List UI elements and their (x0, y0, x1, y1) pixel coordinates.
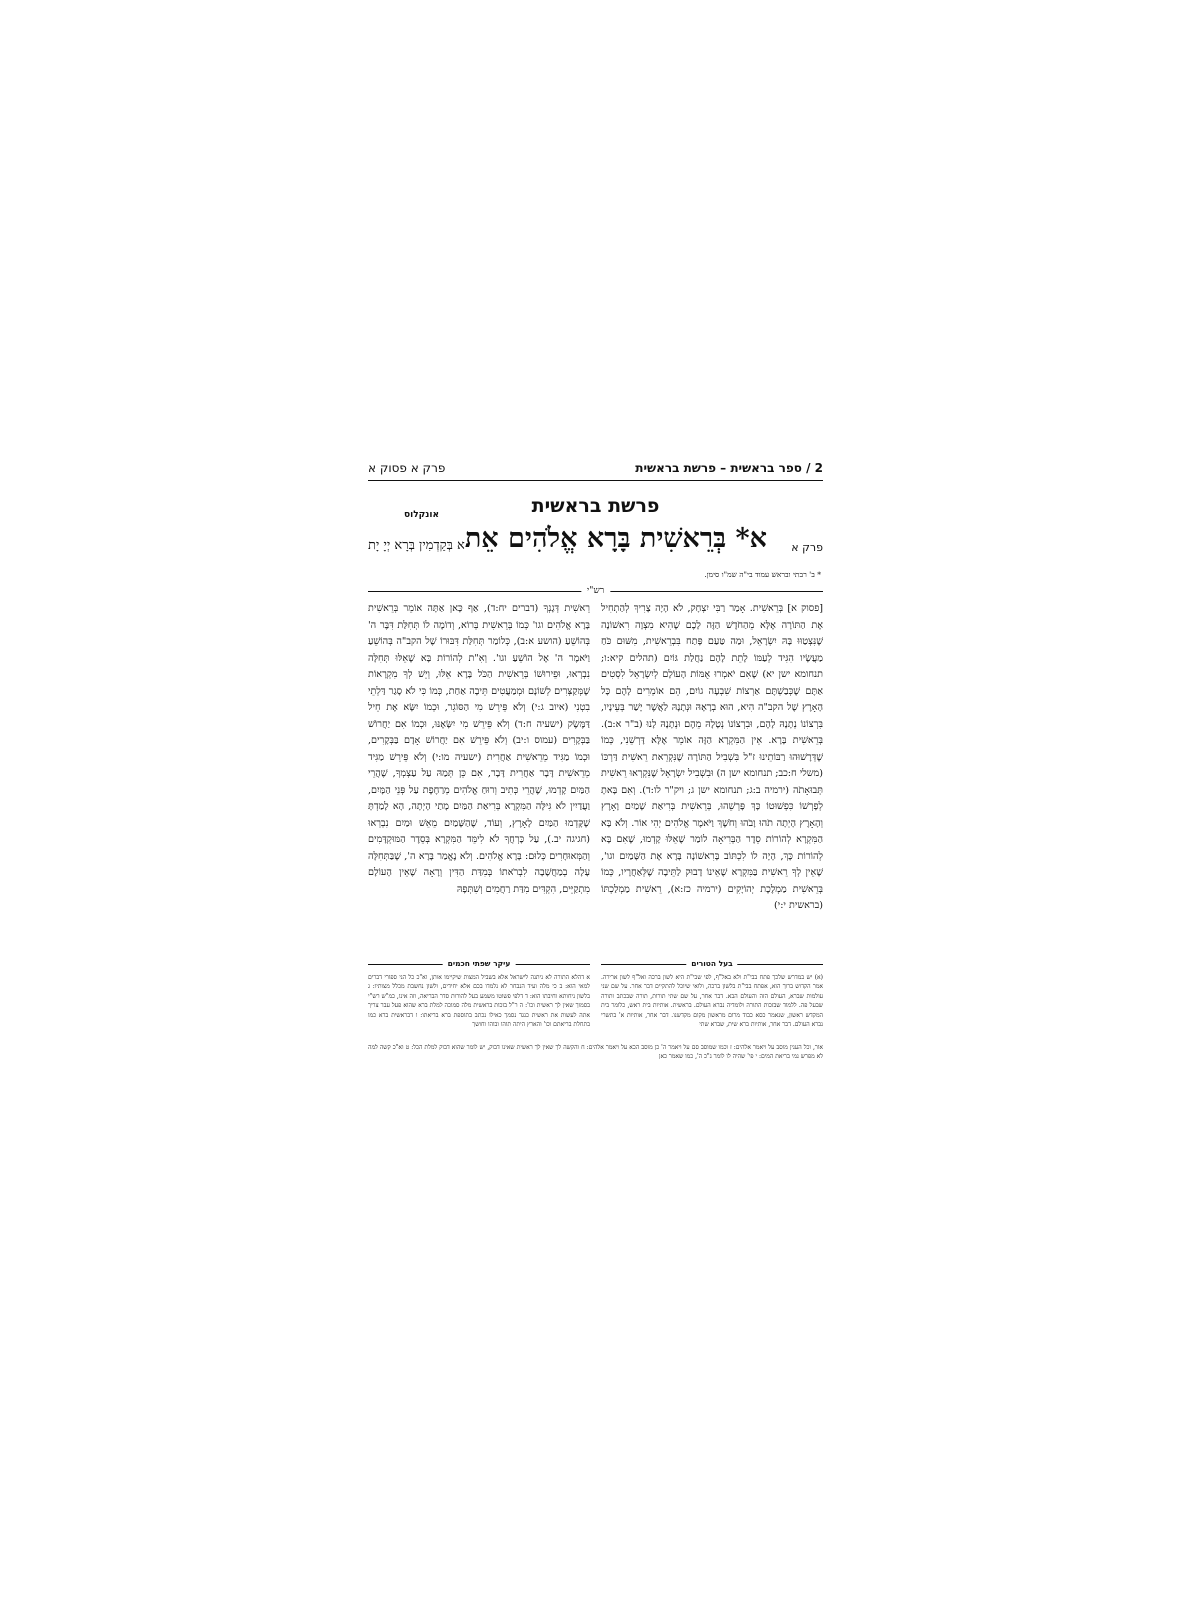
baal-haturim-label: בעל הטורים (686, 959, 737, 968)
footer-commentary-continuation: אור, וכל הענין מוסב על ויאמר אלהים: ז וכמו שמוסב סם על ויאמר ה' כן מוסב הכא על ויאמר אלהים: ח והקשה לך שאין לך ראשית שאינו דבוק, יש לומר שהוא דבוק למלת הכל: ט וא"כ קשה למה לא מפרש נמי בריאת המים: י פי' שהיה לו לומר ג"כ ה', כמו שאמר כאן (368, 1044, 823, 1061)
verse-row (368, 523, 823, 567)
parsha-title: פרשת בראשית (531, 495, 660, 517)
baal-haturim-text: (א) יש במדרש שלכך פתח בבי"ת ולא באל"ף, לפי שבי"ת היא לשון ברכה ואל"ף לשון ארירה. אמר הקדוש ברוך הוא, אפתח בבי"ת בלשון ברכה, ולואי שיוכל להתקיים דבר אחר. על שם שני עולמות שברא, העולם הזה והעולם הבא. דבר אחר, על שם שתי תורות, תורה שבכתב ותורה שבעל פה. ללמוד שבזכות התורה ולומדיה נברא העולם. בראשית. אותיות בית ראש, כלומר בית המקדש ראשון, שנאמר כסא כבוד מרום מראשון מקום מקדשנו. דבר אחר, אותיות א' בתשרי נברא העולם. דבר אחר, אותיות ברא שית, שברא שתי (601, 974, 823, 1029)
baal-haturim-header (601, 959, 823, 970)
rashi-commentary (368, 601, 823, 953)
rashi-column-left: רֵאשִׁית דְּגָנְךָ (דברים יח:ד), אַף כָּאן אַתָּה אוֹמֵר בְּרֵאשִׁית בָּרָא אֱלֹהִים וגו' כְּמוֹ בְּרֵאשִׁית בְּרוֹא, וְדוֹמֶה לוֹ תְּחִלַּת דִּבֶּר ה' בְּהוֹשֵׁעַ (הושע א:ב), כְּלוֹמַר תְּחִלַּת דִּבּוּרוֹ שֶׁל הקב"ה בְּהוֹשֵׁעַ וַיֹּאמֶר ה' אֶל הוֹשֵׁעַ וגו'. וְאִ"ת לְהוֹרוֹת בָּא שֶׁאֵלּוּ תְּחִלָּה נִבְרְאוּ, וּפֵירוּשׁוֹ בְּרֵאשִׁית הַכֹּל בָּרָא אֵלּוּ, וְיֵשׁ לְךָ מִקְרָאוֹת שֶׁמְּקַצְּרִים לְשׁוֹנָם וּמְמַעֲטִים תֵּיבָה אַחַת, כְּמוֹ כִּי לֹא סָגַר דַּלְתֵי בִטְנִי (איוב ג:י) וְלֹא פֵּירֵשׁ מִי הַסּוֹגֵר, וּכְמוֹ יִשָּׂא אֶת חֵיל דַּמֶּשֶׂק (ישעיה ח:ד) וְלֹא פֵּירֵשׁ מִי יִשָּׂאֶנּוּ, וּכְמוֹ אִם יַחֲרוֹשׁ בַּבְּקָרִים (עמוס ו:יב) וְלֹא פֵּירֵשׁ אִם יַחֲרוֹשׁ אָדָם בַּבְּקָרִים, וּכְמוֹ מַגִּיד מֵרֵאשִׁית אַחֲרִית (ישעיה מו:י) וְלֹא פֵּירֵשׁ מַגִּיד מֵרֵאשִׁית דָּבָר אַחֲרִית דָּבָר, אִם כֵּן תְּמַהּ עַל עַצְמְךָ, שֶׁהֲרֵי הַמַּיִם קָדְמוּ, שֶׁהֲרֵי כְּתִיב וְרוּחַ אֱלֹהִים מְרַחֶפֶת עַל פְּנֵי הַמָּיִם, וַעֲדַיִין לֹא גִּילָּה הַמִּקְרָא בְּרִיאַת הַמַּיִם מָתַי הָיְתָה, הָא לָמַדְתָּ שֶׁקָּדְמוּ הַמַּיִם לָאָרֶץ, וְעוֹד, שֶׁהַשָּׁמַיִם מֵאֵשׁ וּמַיִם נִבְרְאוּ (חגיגה יב.), עַל כָּרְחֲךָ לֹא לִימֵּד הַמִּקְרָא בְּסֵדֶר הַמּוּקְדָּמִים וְהַמְּאוּחָרִים כְּלוּם: בָּרָא אֱלֹהִים. וְלֹא נֶאֱמַר בָּרָא ה', שֶׁבַּתְּחִלָּה עָלָה בְמַחֲשָׁבָה לִבְרֹאתוֹ בְּמִדַּת הַדִּין וְרָאָה שֶׁאֵין הָעוֹלָם מִתְקַיֵּים, הִקְדִּים מִדַּת רַחֲמִים וְשִׁתְּפָהּ (368, 603, 590, 895)
onkelos-label: אונקלוס (404, 510, 439, 520)
masorah-note: * ב' רבתי ובראש עמוד בי"ה שמ"ו סימן. (704, 570, 821, 579)
baal-haturim-section (601, 959, 823, 1039)
book-page (368, 458, 823, 1128)
siftei-chachamim-label: עיקר שפתי חכמים (443, 959, 516, 968)
bottom-commentaries (368, 959, 823, 1039)
chapter-verse-reference: פרק א פסוק א (368, 461, 446, 475)
running-header (368, 458, 823, 481)
siftei-chachamim-header (368, 959, 590, 970)
rashi-label: רש"י (581, 585, 610, 596)
siftei-chachamim-section (368, 959, 590, 1039)
page-and-book-title: 2 / ספר בראשית – פרשת בראשית (635, 461, 823, 475)
siftei-chachamim-text: א דהלא התורה לא ניתנה לישראל אלא בשביל המצות שיקיימו אותן, וא"כ כל הני ספורי דברים למאי הוא: ב כי מלה ועיד הנבחר לא נלמדו בכם אלא יחידים, ולשון נחשבת מכלל מצותיו: ג בלשון ניחותא וחיבתו הוא: ד דלפי פשוטו משמע בעל להורות סדר הבריאה, וזה אינו, כמ"ש רש"י בסמוך שאין לך ראשית וכו': ה ר"ל בזכות בראשית מלה סמוכה למלת ברא שהוא פעל עבר צריך אתה לעשות את ראשית כנגד נסמך כאילו נכתב בתוספת ברא בריאתו: ו דבראשית ברא כמו בתחלת בריאתם וכו' והארץ היתה תוהו ובוהו וחושך (368, 974, 590, 1029)
perek-label: פרק א (791, 541, 823, 554)
verse-text: א* בְּרֵאשִׁית בָּרָא אֱלֹהִים אֵת (464, 523, 767, 554)
onkelos-translation: א בְּקַדְמִין בְּרָא יְיָ יָת (368, 538, 465, 553)
rashi-divider (368, 585, 823, 597)
rashi-column-right: [פסוק א] בְּרֵאשִׁית. אָמַר רַבִּי יִצְחָק, לֹא הָיָה צָרִיךְ לְהַתְחִיל אֶת הַתּוֹרָה אֶלָּא מֵהַחֹדֶשׁ הַזֶּה לָכֶם שֶׁהִיא מִצְוָה רִאשׁוֹנָה שֶׁנִּצְטַוּוּ בָּהּ יִשְׂרָאֵל, וּמַה טַּעַם פָּתַח בִּבְרֵאשִׁית, מִשּׁוּם כֹּחַ מַעֲשָׂיו הִגִּיד לְעַמּוֹ לָתֵת לָהֶם נַחֲלַת גּוֹיִם (תהלים קיא:ו; תנחומא ישן יא) שֶׁאִם יֹאמְרוּ אֻמּוֹת הָעוֹלָם לְיִשְׂרָאֵל לִסְטִים אַתֶּם שֶׁכְּבַשְׁתֶּם אַרְצוֹת שִׁבְעָה גוֹיִם, הֵם אוֹמְרִים לָהֶם כָּל הָאָרֶץ שֶׁל הקב"ה הִיא, הוּא בְרָאָהּ וּנְתָנָהּ לַאֲשֶׁר יָשַׁר בְּעֵינָיו, בִּרְצוֹנוֹ נְתָנָהּ לָהֶם, וּבִרְצוֹנוֹ נְטָלָהּ מֵהֶם וּנְתָנָהּ לָנוּ (ב"ר א:ב). בְּרֵאשִׁית בָּרָא. אֵין הַמִּקְרָא הַזֶּה אוֹמֵר אֶלָּא דָּרְשֵׁנִי, כְּמוֹ שֶׁדְּרָשׁוּהוּ רַבּוֹתֵינוּ ז"ל בִּשְׁבִיל הַתּוֹרָה שֶׁנִּקְרֵאת רֵאשִׁית דַּרְכּוֹ (משלי ח:כב; תנחומא ישן ה) וּבִשְׁבִיל יִשְׂרָאֵל שֶׁנִּקְרְאוּ רֵאשִׁית תְּבוּאָתֹה (ירמיה ב:ג; תנחומא ישן ג; ויק"ר לו:ד). וְאִם בָּאתָ לְפָרְשׁוֹ כִּפְשׁוּטוֹ כָּךְ פָּרְשֵׁהוּ, בְּרֵאשִׁית בְּרִיאַת שָׁמַיִם וָאָרֶץ וְהָאָרֶץ הָיְתָה תֹהוּ וָבֹהוּ וְחֹשֶׁךְ וַיֹּאמֶר אֱלֹהִים יְהִי אוֹר. וְלֹא בָּא הַמִּקְרָא לְהוֹרוֹת סֵדֶר הַבְּרִיאָה לוֹמַר שֶׁאֵלּוּ קָדְמוּ, שֶׁאִם בָּא לְהוֹרוֹת כָּךְ, הָיָה לוֹ לִכְתּוֹב בָּרִאשׁוֹנָה בָּרָא אֶת הַשָּׁמַיִם וגו', שֶׁאֵין לְךָ רֵאשִׁית בַּמִּקְרָא שֶׁאֵינוֹ דָבוּק לַתֵּיבָה שֶׁלְּאַחֲרָיו, כְּמוֹ בְּרֵאשִׁית מַמְלֶכֶת יְהוֹיָקִים (ירמיה כז:א), רֵאשִׁית מַמְלַכְתּוֹ (בראשית י:י) (601, 603, 823, 911)
